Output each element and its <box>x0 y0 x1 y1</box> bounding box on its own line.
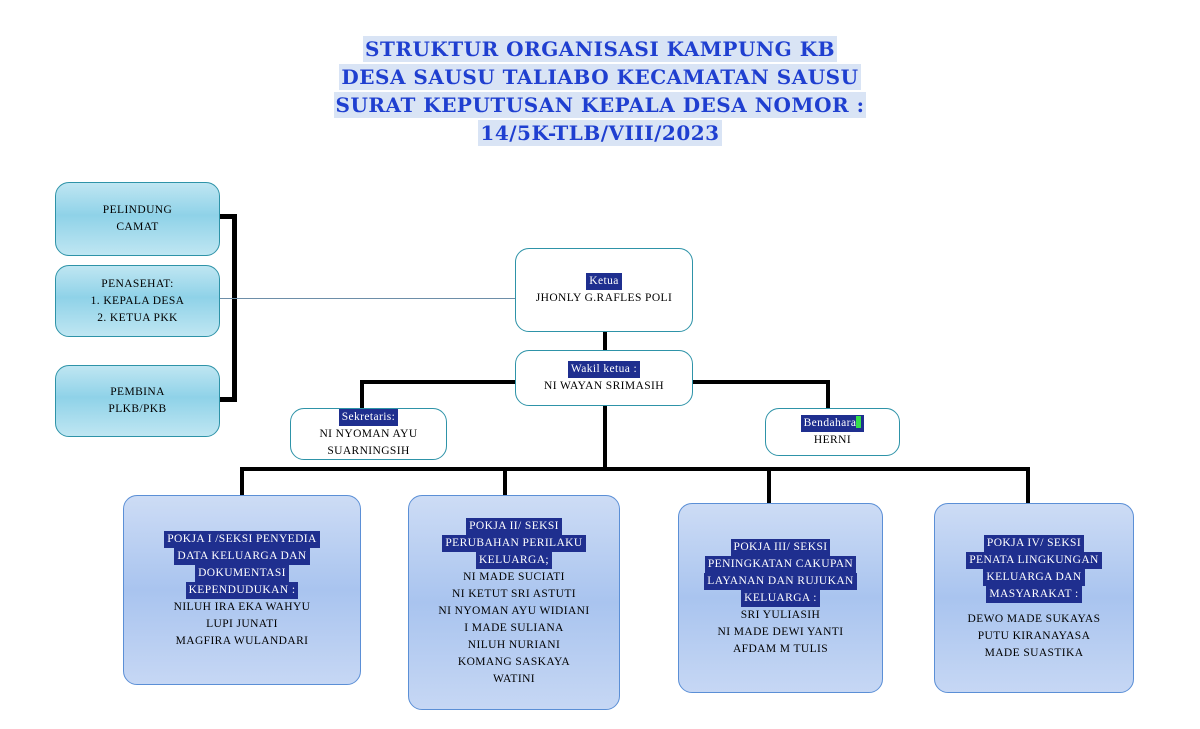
node-pokja-3-member-2: NI MADE DEWI YANTI <box>717 625 844 638</box>
connector-to-bendahara <box>826 380 830 410</box>
node-pokja-3-member-1: SRI YULIASIH <box>740 608 821 621</box>
node-ketua-name: JHONLY G.RAFLES POLI <box>535 292 673 304</box>
node-pokja-2-member-6: KOMANG SASKAYA <box>457 655 571 668</box>
node-pokja-1-member-2: LUPI JUNATI <box>206 617 278 630</box>
node-pokja-1-header-3: DOKUMENTASI <box>195 565 289 582</box>
connector-left-spine <box>232 214 237 402</box>
node-sekretaris-header: Sekretaris: <box>339 409 399 426</box>
node-penasehat-line-3: 2. KETUA PKK <box>97 311 178 324</box>
connector-ketua-to-wakil <box>603 330 607 352</box>
node-pokja-2-header-3: KELUARGA; <box>476 552 552 569</box>
node-pokja-2-header-2: PERUBAHAN PERILAKU <box>442 535 585 552</box>
node-pokja-4-header-2: PENATA LINGKUNGAN <box>966 552 1102 569</box>
node-pokja-2-member-4: I MADE SULIANA <box>464 621 564 634</box>
node-bendahara-name: HERNI <box>813 434 852 446</box>
node-wakil-ketua-name: NI WAYAN SRIMASIH <box>544 380 664 392</box>
node-sekretaris-name-2: SUARNINGSIH <box>327 444 410 457</box>
node-pokja-1-header-1: POKJA I /SEKSI PENYEDIA <box>164 531 319 548</box>
node-pokja-4-member-1: DEWO MADE SUKAYAS <box>967 612 1101 625</box>
title-text-2: DESA SAUSU TALIABO KECAMATAN SAUSU <box>341 65 859 89</box>
node-ketua[interactable] <box>515 248 693 332</box>
node-pokja-1[interactable] <box>123 495 361 685</box>
node-pokja-3-header-4: KELUARGA : <box>741 590 820 607</box>
connector-penasehat-to-ketua <box>218 298 520 299</box>
node-pokja-2-member-2: NI KETUT SRI ASTUTI <box>452 587 576 600</box>
title-line-3 <box>0 92 1200 118</box>
node-pokja-2-member-3: NI NYOMAN AYU WIDIANI <box>438 604 590 617</box>
title-text-1: STRUKTUR ORGANISASI KAMPUNG KB <box>365 37 835 61</box>
node-penasehat-line-2: 1. KEPALA DESA <box>90 294 185 307</box>
node-pokja-2-member-5: NILUH NURIANI <box>467 638 561 651</box>
node-pelindung[interactable] <box>55 182 220 256</box>
node-pokja-4[interactable] <box>934 503 1134 693</box>
title-text-4: 14/5K-TLB/VIII/2023 <box>480 121 720 145</box>
node-pokja-1-member-3: MAGFIRA WULANDARI <box>175 634 309 647</box>
node-wakil-ketua-header: Wakil ketua : <box>568 361 640 378</box>
connector-pokja2-drop <box>503 467 507 497</box>
node-ketua-header: Ketua <box>586 273 621 290</box>
node-pokja-2-header-1: POKJA II/ SEKSI <box>466 518 562 535</box>
node-pokja-4-member-3: MADE SUASTIKA <box>984 646 1084 659</box>
node-pokja-1-header-2: DATA KELUARGA DAN <box>174 548 309 565</box>
node-pelindung-line-1: PELINDUNG <box>102 204 173 216</box>
node-pokja-3-header-3: LAYANAN DAN RUJUKAN <box>704 573 856 590</box>
node-pembina[interactable] <box>55 365 220 437</box>
node-pembina-line-1: PEMBINA <box>110 386 165 398</box>
node-pokja-4-header-4: MASYARAKAT : <box>986 586 1081 603</box>
node-pokja-2-member-1: NI MADE SUCIATI <box>463 570 565 583</box>
connector-pokja3-drop <box>767 467 771 503</box>
node-pokja-1-member-1: NILUH IRA EKA WAHYU <box>173 600 311 613</box>
title-line-1 <box>0 36 1200 62</box>
node-wakil-ketua[interactable] <box>515 350 693 406</box>
node-pokja-3-header-1: POKJA III/ SEKSI <box>731 539 831 556</box>
node-pokja-4-header-1: POKJA IV/ SEKSI <box>984 535 1084 552</box>
connector-wakil-down <box>603 405 607 470</box>
node-pokja-1-header-4: KEPENDUDUKAN : <box>186 582 299 599</box>
connector-pelindung-stub <box>218 214 236 219</box>
node-sekretaris-name-1: NI NYOMAN AYU <box>319 427 418 440</box>
connector-pembina-stub <box>218 397 236 402</box>
node-pokja-3[interactable] <box>678 503 883 693</box>
node-pokja-2[interactable] <box>408 495 620 710</box>
node-pokja-4-member-2: PUTU KIRANAYASA <box>977 629 1091 642</box>
connector-pokja4-drop <box>1026 467 1030 503</box>
connector-pokja1-drop <box>240 467 244 497</box>
node-pokja-3-header-2: PENINGKATAN CAKUPAN <box>705 556 856 573</box>
node-penasehat[interactable] <box>55 265 220 337</box>
connector-pokja-bus <box>240 467 1030 471</box>
node-penasehat-line-1: PENASEHAT: <box>101 277 174 290</box>
title-line-4 <box>0 120 1200 146</box>
connector-to-sekretaris <box>360 380 364 410</box>
title-line-2 <box>0 64 1200 90</box>
node-bendahara[interactable] <box>765 408 900 456</box>
node-pokja-2-member-7: WATINI <box>493 672 535 685</box>
node-pelindung-line-2: CAMAT <box>116 221 159 233</box>
page-title <box>0 36 1200 148</box>
node-pembina-line-2: PLKB/PKB <box>108 403 167 415</box>
node-sekretaris[interactable] <box>290 408 447 460</box>
node-pokja-3-member-3: AFDAM M TULIS <box>732 642 829 655</box>
node-bendahara-header: Bendahara <box>801 415 865 432</box>
node-pokja-4-header-3: KELUARGA DAN <box>983 569 1084 586</box>
title-text-3: SURAT KEPUTUSAN KEPALA DESA NOMOR : <box>335 93 865 117</box>
